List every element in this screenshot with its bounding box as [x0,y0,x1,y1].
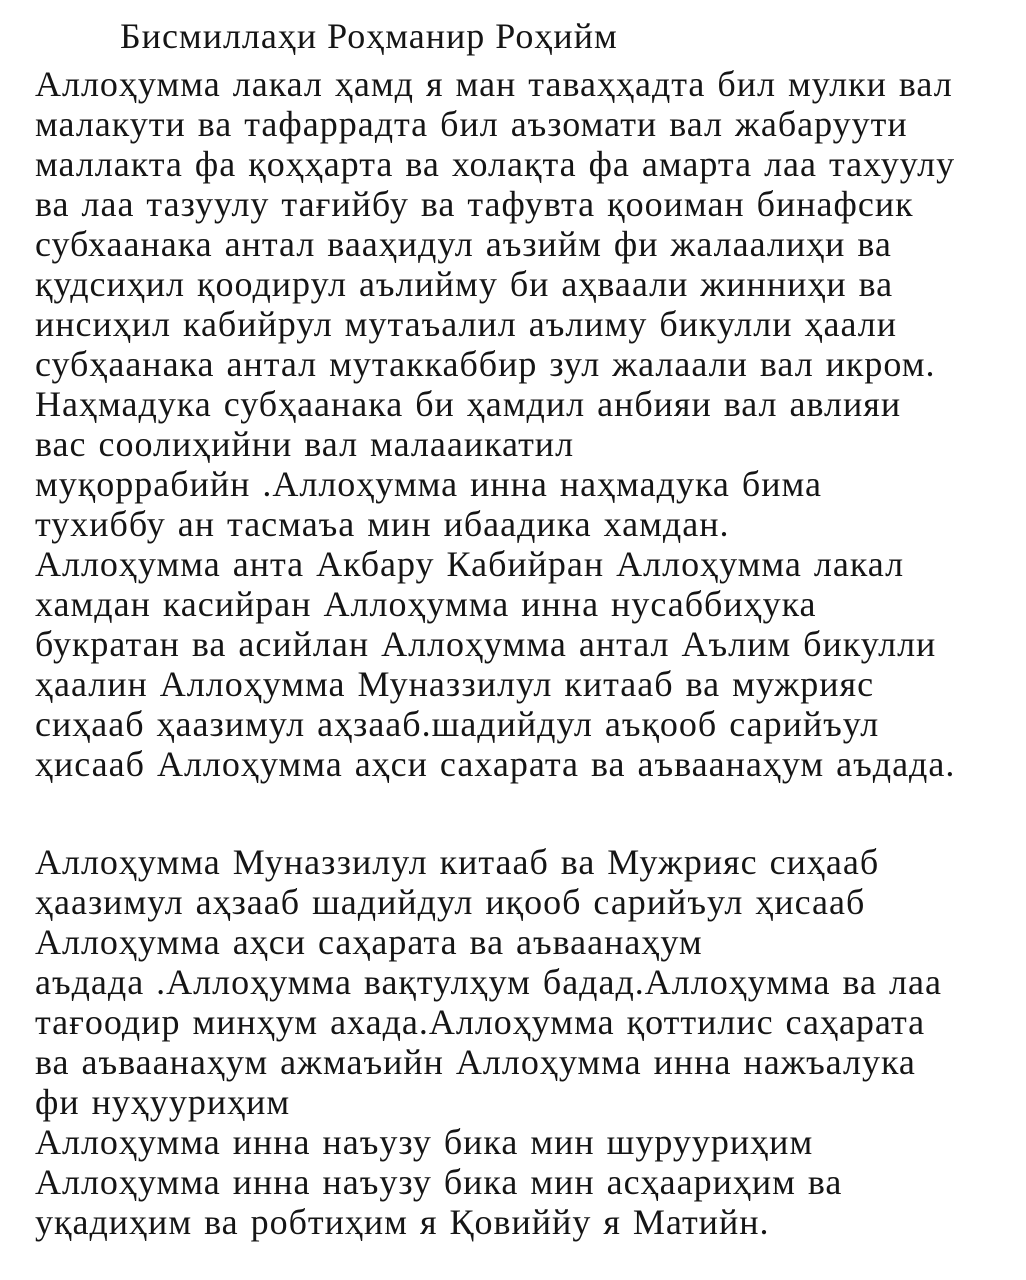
prayer-line: малакути ва тафаррадта бил аъзомати вал жабаруути [35,104,908,144]
prayer-line: Аллоҳумма анта Акбару Кабийран Аллоҳумма лакал [35,544,905,584]
prayer-line: Аллоҳумма инна наъузу бика мин асҳаариҳим ва [35,1162,843,1202]
prayer-line: Аллоҳумма лакал ҳамд я ман таваҳҳадта бил мулки вал [35,64,953,104]
prayer-line: қудсиҳил қоодирул аълийму би аҳваали жинниҳи ва [35,264,894,304]
prayer-line: Аллоҳумма аҳси саҳарата ва аъваанаҳум [35,922,703,962]
prayer-line: ҳисааб Аллоҳумма аҳси сахарата ва аъваанаҳум аъдада. [35,744,956,784]
prayer-line: тухиббу ан тасмаъа мин ибаадика хамдан. [35,504,730,544]
prayer-line: вас соолиҳийни вал малааикатил [35,424,575,464]
prayer-line: Наҳмадука субҳаанака би ҳамдил анбияи вал авлияи [35,384,902,424]
prayer-line: ва аъваанаҳум ажмаъийн Аллоҳумма инна нажъалука [35,1042,916,1082]
prayer-line: аъдада .Аллоҳумма вақтулҳум бадад.Аллоҳумма ва лаа [35,962,942,1002]
prayer-line: муқоррабийн .Аллоҳумма инна наҳмадука бима [35,464,822,504]
bismillah-title: Бисмиллаҳи Роҳманир Роҳийм [120,16,618,56]
prayer-line: ва лаа тазуулу тағийбу ва тафувта қооиман бинафсик [35,184,914,224]
prayer-paragraph-2 [35,842,1006,1242]
prayer-line: уқадиҳим ва робтиҳим я Қовиййу я Матийн. [35,1202,770,1242]
prayer-line: ҳаазимул аҳзааб шадийдул иқооб сарийъул ҳисааб [35,882,866,922]
prayer-line: субҳаанака антал мутаккаббир зул жалаали вал икром. [35,344,936,384]
prayer-line: сиҳааб ҳаазимул аҳзааб.шадийдул аъқооб сарийъул [35,704,880,744]
prayer-line: ҳаалин Аллоҳумма Муназзилул китааб ва мужрияс [35,664,875,704]
prayer-line: тағоодир минҳум ахада.Аллоҳумма қоттилис саҳарата [35,1002,926,1042]
prayer-line: Аллоҳумма инна наъузу бика мин шурууриҳим [35,1122,814,1162]
prayer-line: фи нуҳууриҳим [35,1082,291,1122]
prayer-line: хамдан касийран Аллоҳумма инна нусаббиҳука [35,584,817,624]
prayer-line: Аллоҳумма Муназзилул китааб ва Мужрияс сиҳааб [35,842,880,882]
prayer-line: маллакта фа қоҳҳарта ва холақта фа амарта лаа тахуулу [35,144,956,184]
prayer-line: инсиҳил кабийрул мутаъалил аълиму бикулли ҳаали [35,304,898,344]
prayer-line: субхаанака антал вааҳидул аъзийм фи жалаалиҳи ва [35,224,892,264]
prayer-line: букратан ва асийлан Аллоҳумма антал Аълим бикулли [35,624,937,664]
prayer-paragraph-1 [35,64,1006,784]
